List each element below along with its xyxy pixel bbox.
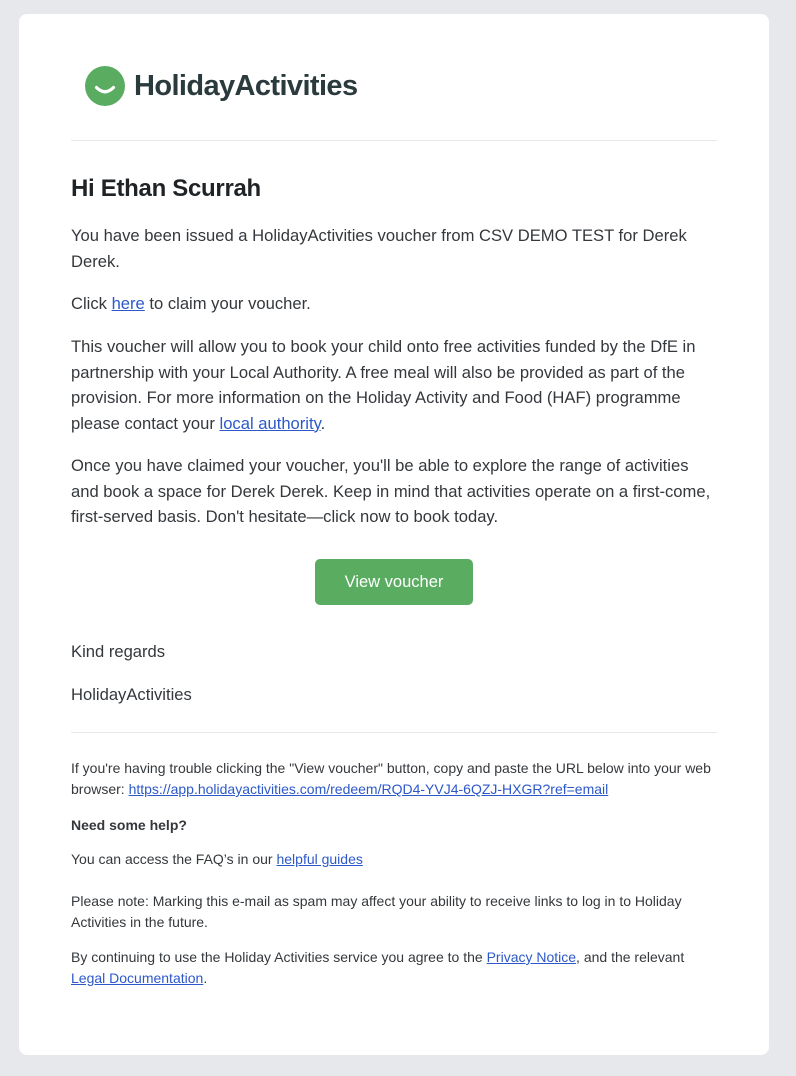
brand-name: HolidayActivities [134, 69, 358, 102]
signature-text: HolidayActivities [71, 685, 192, 704]
smiley-logo-icon [85, 66, 125, 106]
voucher-issued-text: You have been issued a HolidayActivities voucher from CSV DEMO TEST for Derek Derek. [71, 226, 687, 271]
view-voucher-button[interactable]: View voucher [315, 559, 473, 605]
voucher-url-link[interactable]: https://app.holidayactivities.com/redeem/RQD4-YVJ4-6QZJ-HXGR?ref=email [128, 781, 609, 797]
trouble-text: If you're having trouble clicking the "View voucher" button, copy and paste the URL below into your web browser: https://app.holidayactivities.com/redeem/RQD4-YVJ4-6QZJ-HXGR?ref=email [71, 760, 711, 797]
booking-info-text: Once you have claimed your voucher, you'll be able to explore the range of activities and book a space for Derek Derek. Keep in mind that activities operate on a first-come, first-served basis. Don't hesitate—click now to book today. [71, 456, 711, 526]
claim-text: Click here to claim your voucher. [71, 294, 311, 313]
spam-note-text: Please note: Marking this e-mail as spam may affect your ability to receive links to log in to Holiday Activities in the future. [71, 893, 682, 930]
voucher-info-text: This voucher will allow you to book your child onto free activities funded by the DfE in partnership with your Local Authority. A free meal will also be provided as part of the provision. For more information on the Holiday Activity and Food (HAF) programme please contact your local authority. [71, 337, 696, 433]
footer-divider [71, 732, 717, 733]
signoff-text: Kind regards [71, 642, 166, 661]
help-heading: Need some help? [71, 817, 187, 833]
email-card [19, 14, 769, 1055]
terms-text: By continuing to use the Holiday Activities service you agree to the Privacy Notice, and the relevant Legal Documentation. [71, 949, 685, 986]
greeting-heading: Hi Ethan Scurrah [71, 175, 261, 202]
local-authority-link[interactable]: local authority [219, 413, 321, 433]
header-divider [71, 140, 717, 141]
claim-here-link[interactable]: here [111, 294, 145, 313]
brand-logo [85, 66, 358, 106]
helpful-guides-link[interactable]: helpful guides [276, 851, 363, 867]
faq-text: You can access the FAQ’s in our helpful guides [71, 851, 363, 867]
privacy-notice-link[interactable]: Privacy Notice [486, 949, 577, 965]
legal-documentation-link[interactable]: Legal Documentation [71, 970, 204, 986]
